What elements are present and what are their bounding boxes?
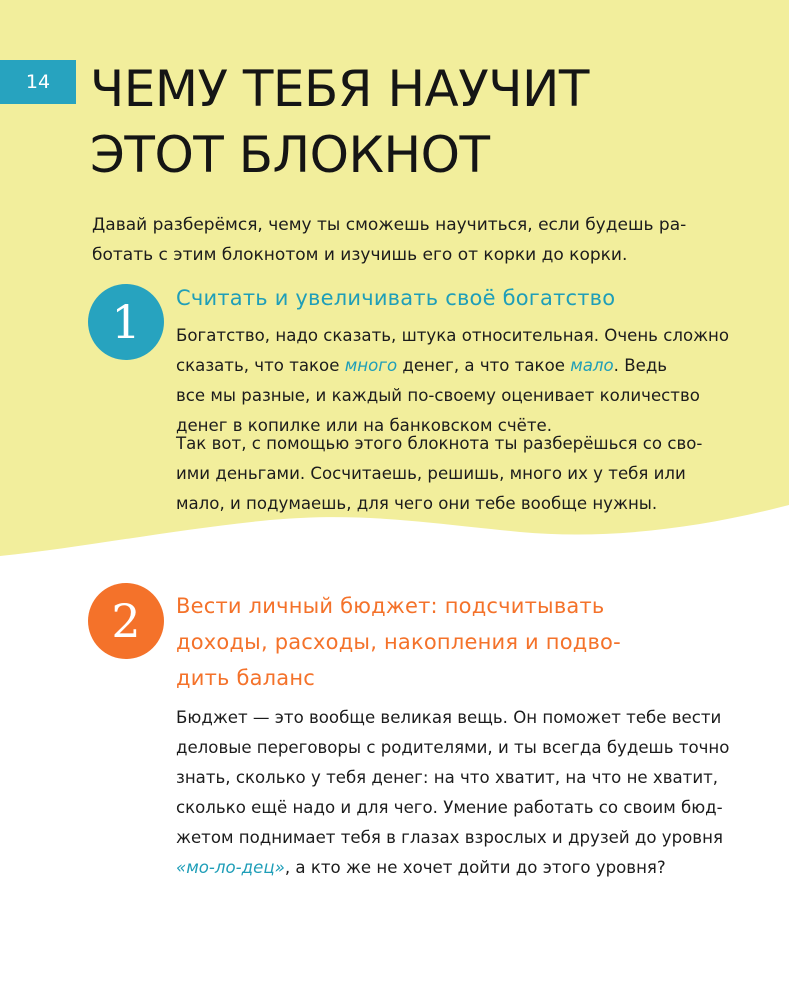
section-2-title-line: доходы, расходы, накопления и подво- [176, 630, 621, 654]
text-line: денег в копилке или на банковском счёте. [176, 416, 553, 435]
page-title [90, 56, 780, 188]
text-line: сколько ещё надо и для чего. Умение работать со своим бюд- [176, 798, 723, 817]
intro-line: Давай разберёмся, чему ты сможешь научиться, если будешь ра- [92, 215, 687, 235]
section-1-paragraph-2 [176, 429, 702, 519]
section-1-title: Считать и увеличивать своё богатство [176, 286, 616, 310]
text-fragment: сказать, что такое [176, 356, 345, 375]
text-line: ими деньгами. Сосчитаешь, решишь, много их у тебя или [176, 464, 686, 483]
text-fragment: . Ведь [613, 356, 668, 375]
highlight-molodets: «мо-ло-дец» [176, 858, 285, 877]
section-2-number-badge: 2 [88, 583, 164, 659]
page-number: 14 [0, 60, 76, 104]
text-line: все мы разные, и каждый по-своему оценивает количество [176, 386, 700, 405]
highlight-word-few: мало [570, 356, 614, 375]
intro-paragraph [92, 210, 692, 270]
section-2-title-line: дить баланс [176, 666, 316, 690]
text-line [176, 853, 729, 883]
text-line: мало, и подумаешь, для чего они тебе вообще нужны. [176, 494, 658, 513]
text-line: жетом поднимает тебя в глазах взрослых и друзей до уровня [176, 828, 723, 847]
text-line: знать, сколько у тебя денег: на что хватит, на что не хватит, [176, 768, 719, 787]
text-fragment: денег, а что такое [397, 356, 571, 375]
text-line: Богатство, надо сказать, штука относительная. Очень сложно [176, 326, 730, 345]
text-line: Так вот, с помощью этого блокнота ты разберёшься со сво- [176, 434, 703, 453]
section-2-title [176, 588, 621, 696]
section-2-title-line: Вести личный бюджет: подсчитывать [176, 594, 605, 618]
text-line: Бюджет — это вообще великая вещь. Он поможет тебе вести [176, 708, 722, 727]
text-line [176, 351, 729, 381]
section-1-number-badge: 1 [88, 284, 164, 360]
text-fragment: , а кто же не хочет дойти до этого уровня? [284, 858, 666, 877]
section-1-paragraph-1 [176, 321, 729, 441]
text-line: деловые переговоры с родителями, и ты всегда будешь точно [176, 738, 730, 757]
section-2-paragraph [176, 703, 729, 883]
intro-line: ботать с этим блокнотом и изучишь его от корки до корки. [92, 245, 628, 265]
title-line-2: ЭТОТ БЛОКНОТ [90, 126, 490, 184]
highlight-word-many: много [344, 356, 398, 375]
title-line-1: ЧЕМУ ТЕБЯ НАУЧИТ [90, 60, 589, 118]
